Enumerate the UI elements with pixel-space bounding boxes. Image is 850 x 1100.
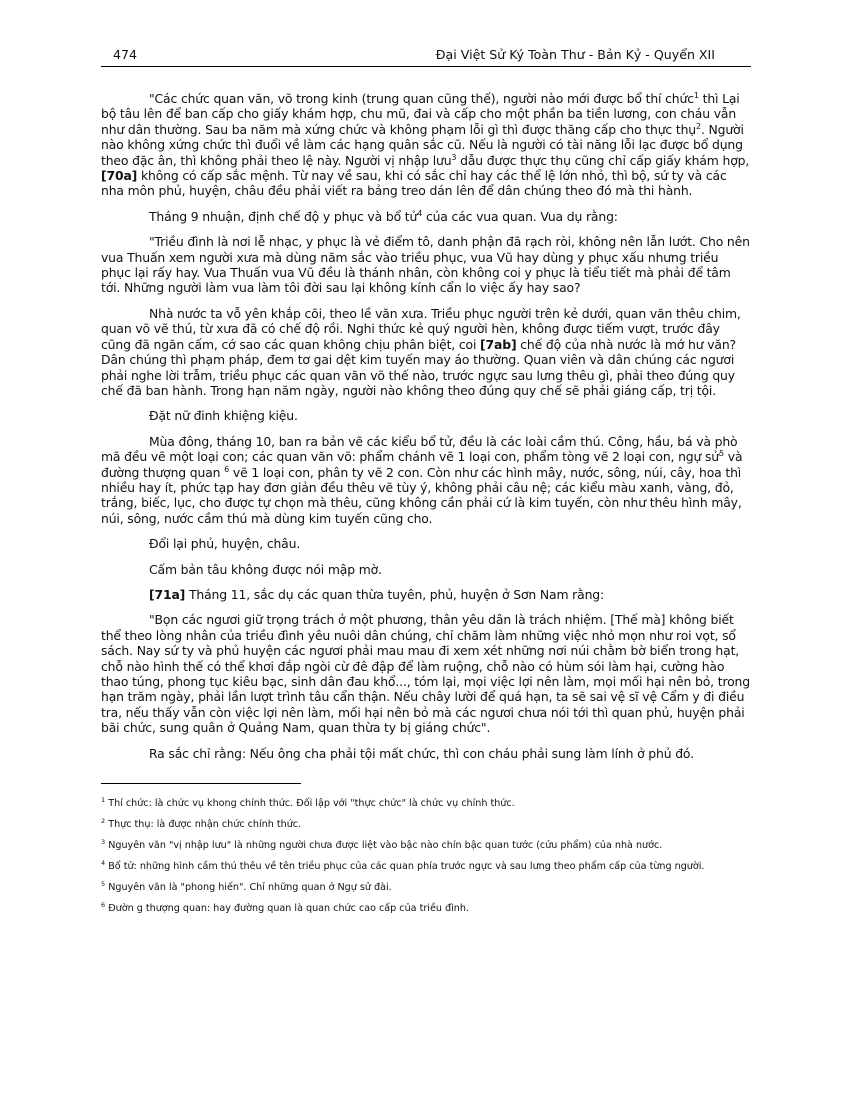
page-number: 474 (113, 47, 138, 62)
footnote-text: Bổ tử: những hình cầm thú thêu về tên triều phục của các quan phía trước ngực và sau lưng theo phẩm cấp của từng người. (108, 861, 705, 873)
paragraph-text: Tháng 11, sắc dụ các quan thừa tuyên, phủ, huyện ở Sơn Nam rằng: (185, 586, 605, 602)
paragraph-text: Nhà nước ta vỗ yên khắp cõi, theo lề văn xưa. Triều phục người trên kẻ dưới, quan văn thêu chim, quan võ vẽ thú, từ xưa đã có chế độ rồi. Nghi thức kẻ quý người hèn, không được tiếm vượt, trước đây cũng đã ngăn cấm, cớ sao các quan không chịu phân biệt, coi (101, 305, 741, 352)
paragraph-text: "Triều đình là nơi lễ nhạc, y phục là vẻ điểm tô, danh phận đã rạch ròi, không nên lẫn lướt. Cho nên vua Thuấn xem người xưa mà dùng năm sắc vào triều phục, vua Vũ hay dùng y phục xấu nhưng triều phục lại rấy hay. Vua Thuấn vua Vũ đều là thánh nhân, còn không coi y phục là tiểu tiết mà phải để tâm tới. Những người làm vua làm tôi đời sau lại không kính cẩn lo việc ấy hay sao? (101, 234, 750, 296)
page-header (101, 44, 751, 67)
footnote-ref: 6 (224, 464, 230, 474)
paragraph-text: Cấm bản tâu không được nói mập mờ. (149, 561, 382, 577)
footnote-text: Nguyên văn "vị nhập lưu" là những người chưa được liệt vào bậc nào chín bậc quan tước (cửu phẩm) của nhà nước. (108, 840, 663, 852)
footnote-ref: 2 (695, 121, 701, 131)
paragraph-text: của các vua quan. Vua dụ rằng: (422, 208, 618, 224)
footnote-divider (101, 783, 301, 784)
footnote-text: Đườn g thượng quan: hay đường quan là quan chức cao cấp của triều đình. (108, 903, 469, 915)
paragraph-text: Tháng 9 nhuận, định chế độ y phục và bổ tử (149, 208, 418, 224)
paragraph-text: Đặt nữ đinh khiệng kiệu. (149, 408, 298, 424)
paragraph-text: chế độ của nhà nước là mớ hư văn? Dân chúng thì phạm pháp, đem tơ gai dệt kim tuyến may áo thường. Quan viên và dân chúng các ngươi phải nghe lời trẫm, triều phục các quan văn võ thế nào, trước ngực sau lưng thêu gì, phải theo đúng quy chế đã ban hành. Trong hạn năm ngày, người nào không theo đúng quy chế sẽ phải giáng cấp, trị tội. (101, 336, 736, 398)
footnote-ref: 5 (719, 449, 724, 458)
paragraph (101, 209, 751, 224)
paragraph-text: thì Lại bộ tâu lên để ban cấp cho giấy khám hợp, chu mũ, đai và cấp cho một phần ba tiền lương, con cháu vẫn như dân thường. Sau ba năm mà xứng chức và không phạm lỗi gì thì được thăng cấp cho thực thụ (101, 91, 740, 137)
paragraph-text: . Người nào không xứng chức thì đuổi về làm các hạng quân sắc cũ. Nếu là người có tài năng lỗi lạc được bổ dụng theo đặc ân, thì không phải theo lệ này. Người vị nhập lưu (101, 121, 744, 168)
paragraph (101, 612, 751, 735)
footnote-number: 6 (101, 900, 106, 909)
footnote-number: 1 (101, 795, 106, 804)
paragraph (101, 408, 751, 423)
footnote-ref: 1 (693, 90, 699, 100)
paragraph (101, 562, 751, 577)
paragraph-text: dẫu được thực thụ cũng chỉ cấp giấy khám hợp, (456, 152, 750, 168)
footnote (101, 900, 751, 915)
running-title: Đại Việt Sử Ký Toàn Thư - Bản Kỷ - Quyển XII (435, 47, 715, 62)
footnote-text: Nguyên văn là "phong hiến". Chỉ những quan ở Ngự sử đài. (108, 882, 392, 894)
footnote (101, 858, 751, 873)
paragraph-text: "Bọn các ngươi giữ trọng trách ở một phương, thân yêu dân là trách nhiệm. [Thế mà] không biết thể theo lòng nhân của triều đình yêu nuôi dân chúng, chỉ chăm làm những việc nhỏ mọn như roi vọt, sổ sách. Nay sứ ty và phủ huyện các ngươi phải mau mau đi xem xét những nơi núi chằm bờ biển trong hạt, chỗ nào hình thế có thể khơi đắp ngòi cừ đê đập để làm ruộng, chỗ nào có hùm sói làm hại, cường hào thao túng, phong tục kiêu bạc, sinh dân đau khổ..., tóm lại, mọi việc lợi nên làm, mọi mối hại nên bỏ, trong hạn trăm ngày, phải lần lượt trình tâu cẩn thận. Nếu chây lười để quá hạn, ta sẽ sai vệ sĩ vệ Cẩm y đi điều tra, nếu thấy vẫn còn việc lợi nên làm, mối hại nên bỏ mà các ngươi chưa nói tới thì quan phủ, huyện phải bãi chức, sung quân ở Quảng Nam, quan thừa ty bị giáng chức". (101, 612, 750, 736)
footnote (101, 837, 751, 852)
paragraph (101, 234, 751, 296)
paragraph (101, 587, 751, 602)
paragraph (101, 434, 751, 526)
footnote (101, 816, 751, 831)
paragraph-text: không có cấp sắc mệnh. Từ nay về sau, khi có sắc chỉ hay các thể lệ lớn nhỏ, thì bộ, sứ ty và các nha môn phủ, huyện, châu đều phải viết ra bảng treo dán lên để dân chúng theo đó mà thi hành. (101, 168, 727, 199)
paragraph-text: "Các chức quan văn, võ trong kinh (trung quan cũng thế), người nào mới được bổ thí chức (149, 91, 694, 106)
folio-marker: [70a] (101, 168, 138, 184)
paragraph (101, 536, 751, 551)
paragraph (101, 746, 751, 761)
footnote (101, 795, 751, 810)
footnote-text: Thực thụ: là được nhận chức chính thức. (108, 819, 302, 831)
footnote-number: 2 (101, 816, 106, 825)
footnote-number: 3 (101, 837, 106, 846)
paragraph (101, 306, 751, 398)
folio-marker: [71a] (149, 586, 186, 602)
footnote-ref: 4 (417, 208, 423, 218)
body-text (101, 91, 751, 761)
footnote (101, 879, 751, 894)
paragraph (101, 91, 751, 199)
document-page (101, 44, 751, 1084)
paragraph-text: và đường thượng quan (101, 449, 743, 480)
paragraph-text: Mùa đông, tháng 10, ban ra bản vẽ các kiểu bổ tử, đều là các loài cầm thú. Công, hầu, bá và phò mã đều vẽ một loại con; các quan văn võ: phẩm chánh vẽ 1 loại con, phẩm tòng vẽ 2 loại con, ngự sử (101, 433, 738, 465)
footnote-number: 5 (101, 879, 106, 888)
footnote-ref: 3 (451, 152, 457, 162)
footnote-number: 4 (101, 858, 106, 867)
footnotes (101, 795, 751, 915)
folio-marker: [7ab] (480, 336, 517, 352)
paragraph-text: Ra sắc chỉ rằng: Nếu ông cha phải tội mất chức, thì con cháu phải sung làm lính ở phủ đó. (149, 745, 694, 761)
paragraph-text: vẽ 1 loại con, phân ty vẽ 2 con. Còn như các hình mây, nước, sông, núi, cây, hoa thì nhiều hay ít, phức tạp hay đơn giản đều thêu vẽ tùy ý, không phải câu nệ; các kiểu màu xanh, vàng, đỏ, trắng, biếc, lục, cho được tự chọn mà thêu, cũng không cần phải cứ là kim tuyến, còn như thêu hình mây, núi, sông, nước cầm thú mà dùng kim tuyến cũng cho. (101, 464, 742, 526)
paragraph-text: Đổi lại phủ, huyện, châu. (149, 536, 301, 552)
footnote-text: Thí chức: là chức vụ khong chính thức. Đối lập với "thực chức" là chức vụ chính thức. (108, 798, 515, 810)
